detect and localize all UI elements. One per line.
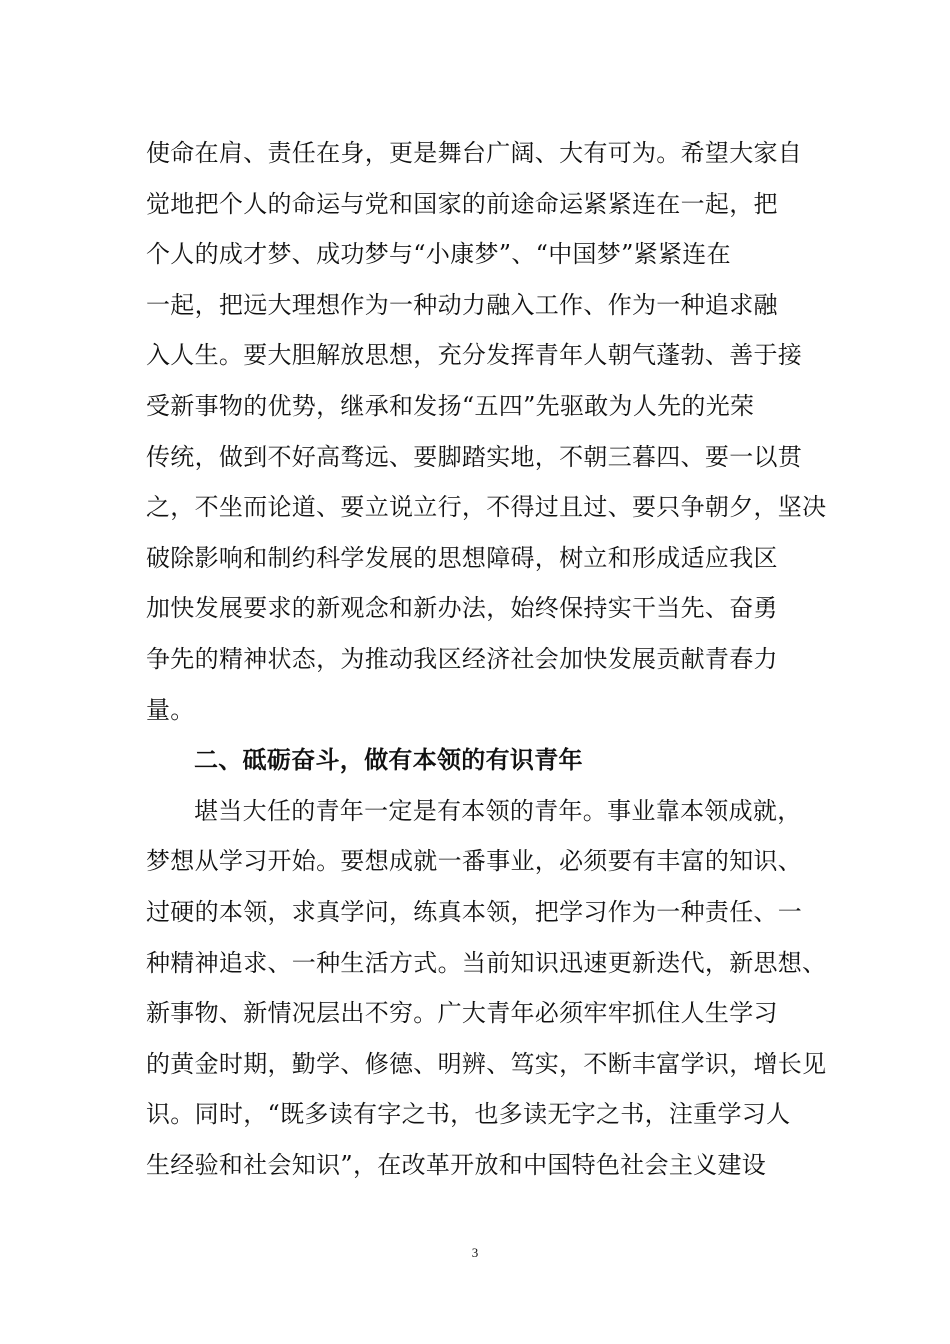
paragraph-line: 觉地把个人的命运与党和国家的前途命运紧紧连在一起，把 <box>146 189 778 218</box>
paragraph-line: 种精神追求、一种生活方式。当前知识迅速更新迭代，新思想、 <box>146 948 827 977</box>
body-text <box>146 128 846 1190</box>
paragraph-line: 破除影响和制约科学发展的思想障碍，树立和形成适应我区 <box>146 543 778 572</box>
paragraph-line: 个人的成才梦、成功梦与“小康梦”、“中国梦”紧紧连在 <box>146 240 731 269</box>
paragraph-line: 一起，把远大理想作为一种动力融入工作、作为一种追求融 <box>146 290 778 319</box>
paragraph-line: 之，不坐而论道、要立说立行，不得过且过、要只争朝夕，坚决 <box>146 493 827 522</box>
paragraph-line: 入人生。要大胆解放思想，充分发挥青年人朝气蓬勃、善于接 <box>146 341 803 370</box>
paragraph-line: 量。 <box>146 695 195 724</box>
section-heading: 二、砥砺奋斗，做有本领的有识青年 <box>194 746 583 775</box>
paragraph-line: 受新事物的优势，继承和发扬“五四”先驱敢为人先的光荣 <box>146 391 755 420</box>
paragraph-line: 使命在肩、责任在身，更是舞台广阔、大有可为。希望大家自 <box>146 139 803 167</box>
paragraph-line: 传统，做到不好高骛远、要脚踏实地，不朝三暮四、要一以贯 <box>146 442 803 471</box>
paragraph-line: 新事物、新情况层出不穷。广大青年必须牢牢抓住人生学习 <box>146 999 778 1028</box>
paragraph-line: 堪当大任的青年一定是有本领的青年。事业靠本领成就， <box>194 796 802 825</box>
paragraph-line: 生经验和社会知识”，在改革开放和中国特色社会主义建设 <box>146 1150 767 1179</box>
paragraph-line: 加快发展要求的新观念和新办法，始终保持实干当先、奋勇 <box>146 594 778 623</box>
paragraph-line: 过硬的本领，求真学问，练真本领，把学习作为一种责任、一 <box>146 897 803 926</box>
paragraph-line: 的黄金时期，勤学、修德、明辨、笃实，不断丰富学识，增长见 <box>146 1049 827 1078</box>
paragraph-line: 争先的精神状态，为推动我区经济社会加快发展贡献青春力 <box>146 644 778 673</box>
paragraph-line: 识。同时，“既多读有字之书，也多读无字之书，注重学习人 <box>146 1100 791 1129</box>
paragraph-line: 梦想从学习开始。要想成就一番事业，必须要有丰富的知识、 <box>146 847 803 876</box>
page-number: 3 <box>471 1245 479 1260</box>
